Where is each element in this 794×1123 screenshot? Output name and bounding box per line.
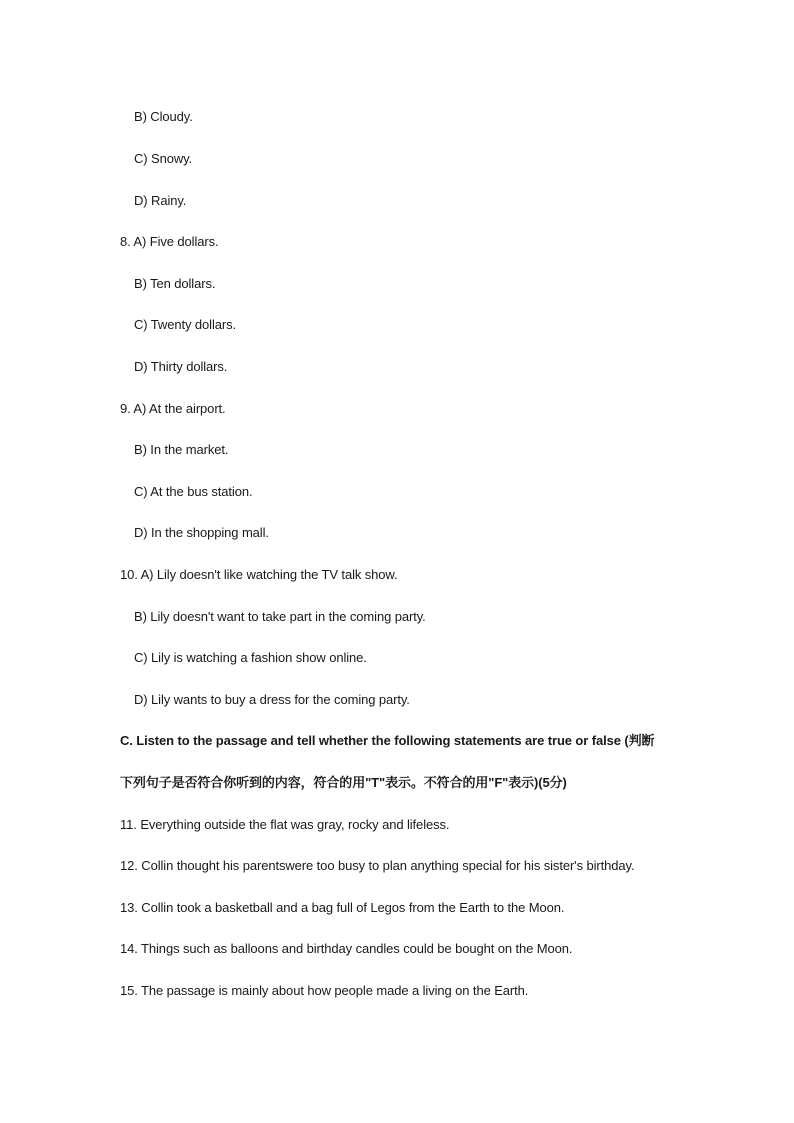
q10-option-c: C) Lily is watching a fashion show online. bbox=[134, 650, 367, 665]
q9-option-a: 9. A) At the airport. bbox=[120, 401, 226, 416]
q8-option-a: 8. A) Five dollars. bbox=[120, 234, 219, 249]
q10-option-d: D) Lily wants to buy a dress for the coming party. bbox=[134, 692, 410, 707]
q8-option-d: D) Thirty dollars. bbox=[134, 359, 228, 374]
q9-option-d: D) In the shopping mall. bbox=[134, 525, 269, 540]
statement-15: 15. The passage is mainly about how people made a living on the Earth. bbox=[120, 983, 529, 998]
q7-option-d: D) Rainy. bbox=[134, 193, 187, 208]
q7-option-c: C) Snowy. bbox=[134, 151, 193, 166]
q8-option-c: C) Twenty dollars. bbox=[134, 317, 236, 332]
statement-11: 11. Everything outside the flat was gray, rocky and lifeless. bbox=[120, 817, 450, 832]
statement-12: 12. Collin thought his parentswere too busy to plan anything special for his sister's birthday. bbox=[120, 858, 635, 873]
statement-14: 14. Things such as balloons and birthday candles could be bought on the Moon. bbox=[120, 941, 573, 956]
q8-option-b: B) Ten dollars. bbox=[134, 276, 216, 291]
q10-option-a: 10. A) Lily doesn't like watching the TV talk show. bbox=[120, 567, 398, 582]
section-c-instruction-line1: C. Listen to the passage and tell whether the following statements are true or false (判断 bbox=[120, 733, 655, 748]
q7-option-b: B) Cloudy. bbox=[134, 109, 193, 124]
q9-option-c: C) At the bus station. bbox=[134, 484, 253, 499]
statement-13: 13. Collin took a basketball and a bag full of Legos from the Earth to the Moon. bbox=[120, 900, 565, 915]
q9-option-b: B) In the market. bbox=[134, 442, 229, 457]
section-c-instruction-line2: 下列句子是否符合你听到的内容，符合的用"T"表示。不符合的用"F"表示)(5分) bbox=[120, 775, 567, 790]
q10-option-b: B) Lily doesn't want to take part in the coming party. bbox=[134, 609, 426, 624]
